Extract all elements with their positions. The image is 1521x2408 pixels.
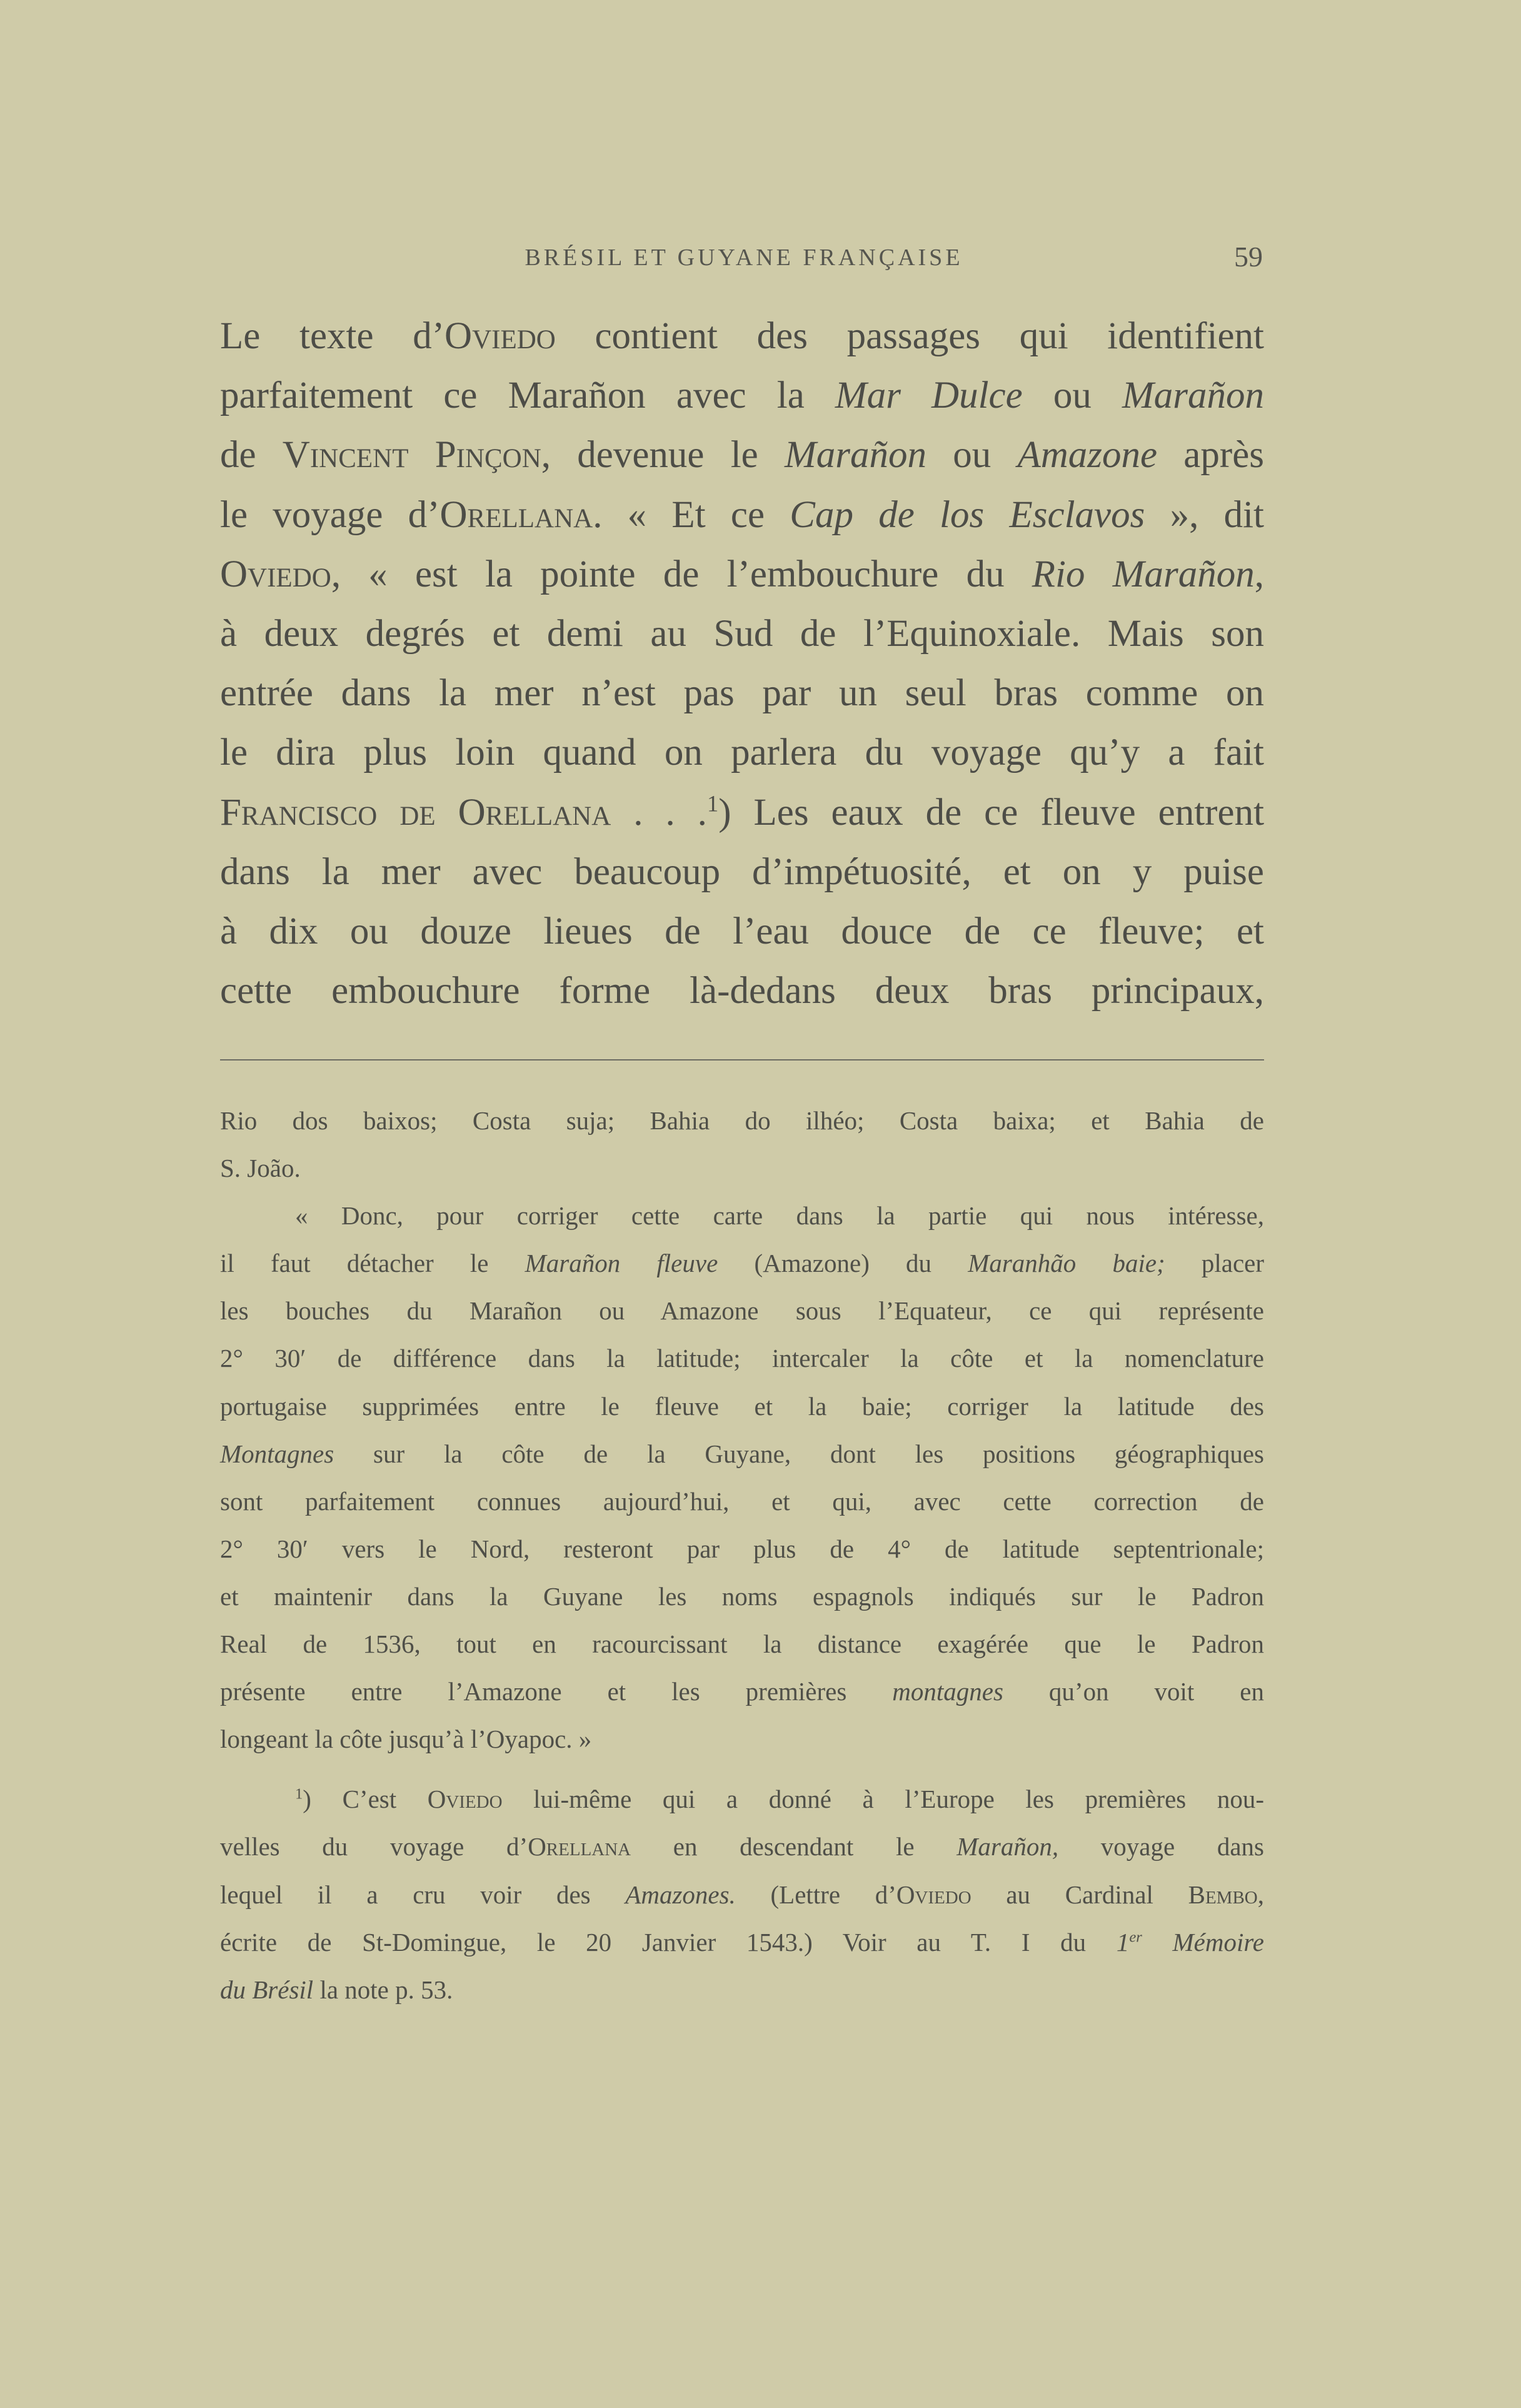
footnote-marker: 1 xyxy=(295,1785,303,1803)
text-segment: qu’on voit en xyxy=(1003,1677,1264,1706)
author-name: Oviedo xyxy=(427,1785,503,1814)
text-segment: sont parfaitement connues aujourd’hui, et qui, avec cette correction de xyxy=(220,1486,1264,1516)
main-text xyxy=(220,306,1264,1020)
text-segment: lui-même qui a donné à l’Europe les premières nou- xyxy=(502,1785,1264,1814)
text-segment: ) Les eaux de ce fleuve entrent xyxy=(718,791,1265,834)
footnote-line xyxy=(220,1966,1264,2013)
footnote-line xyxy=(220,1192,1264,1239)
running-head: BRÉSIL ET GUYANE FRANÇAISE xyxy=(525,244,963,271)
footnote-line xyxy=(220,1668,1264,1715)
text-line xyxy=(220,723,1264,782)
text-segment: contient des passages qui identifient xyxy=(555,315,1264,357)
text-line xyxy=(220,842,1264,902)
text-segment: ) C’est xyxy=(303,1785,428,1814)
text-segment: lequel il a cru voir des xyxy=(220,1880,626,1909)
text-line xyxy=(220,366,1264,425)
text-segment: en descendant le xyxy=(631,1832,957,1861)
text-segment: (Lettre d’ xyxy=(735,1880,896,1909)
text-line xyxy=(220,604,1264,663)
footnote-line xyxy=(220,1525,1264,1573)
italic-text: Mémoire xyxy=(1142,1927,1264,1957)
italic-text: Amazone xyxy=(1017,434,1158,476)
text-segment: longeant la côte jusqu’à l’Oyapoc. » xyxy=(220,1725,592,1754)
italic-text: Marañon, xyxy=(956,1832,1059,1861)
text-line xyxy=(220,902,1264,961)
footnote-line xyxy=(220,1383,1264,1430)
text-segment: (Amazone) du xyxy=(718,1249,968,1278)
text-segment: 2° 30′ vers le Nord, resteront par plus de 4° de latitude septentrionale; xyxy=(220,1534,1264,1563)
text-segment: présente entre l’Amazone et les premières xyxy=(220,1677,893,1706)
text-segment: à deux degrés et demi au Sud de l’Equinoxiale. Mais son xyxy=(220,612,1264,655)
italic-text: Montagnes xyxy=(220,1439,334,1468)
footnote-line xyxy=(220,1334,1264,1382)
text-segment: , xyxy=(1254,553,1264,595)
text-segment: , devenue le xyxy=(541,434,785,476)
text-segment: Rio dos baixos; Costa suja; Bahia do ilhéo; Costa baixa; et Bahia de xyxy=(220,1106,1264,1135)
author-name: Vincent Pinçon xyxy=(282,434,541,476)
text-segment: à dix ou douze lieues de l’eau douce de ce fleuve; et xyxy=(220,910,1264,952)
text-segment: », dit xyxy=(1145,493,1264,536)
italic-text: Maranhão baie; xyxy=(968,1249,1165,1278)
italic-text: Marañon xyxy=(1122,375,1265,417)
text-segment: ou xyxy=(1022,375,1122,417)
author-name: Oviedo xyxy=(220,553,331,595)
footnote-line xyxy=(220,1239,1264,1287)
italic-text: Mar Dulce xyxy=(835,375,1023,417)
italic-text: Rio Marañon xyxy=(1032,553,1255,595)
author-name: Bembo xyxy=(1188,1880,1258,1909)
italic-text: montagnes xyxy=(892,1677,1003,1706)
footnote-line xyxy=(220,1871,1264,1918)
author-name: Orellana xyxy=(439,493,593,536)
text-segment: cette embouchure forme là-dedans deux bras principaux, xyxy=(220,970,1264,1012)
italic-text: Marañon fleuve xyxy=(525,1249,718,1278)
text-segment: , xyxy=(1257,1880,1264,1909)
italic-text: er xyxy=(1129,1928,1142,1945)
italic-text: 1 xyxy=(1116,1927,1130,1957)
text-segment: dans la mer avec beaucoup d’impétuosité, et on y puise xyxy=(220,850,1264,893)
footnote-divider xyxy=(220,1059,1264,1060)
text-line xyxy=(220,306,1264,366)
text-line xyxy=(220,485,1264,545)
text-segment: au Cardinal xyxy=(971,1880,1188,1909)
page-header xyxy=(219,239,1269,283)
text-segment: il faut détacher le xyxy=(220,1249,525,1278)
text-segment: de xyxy=(220,434,283,476)
text-segment: Le texte d’ xyxy=(220,315,445,357)
text-segment: les bouches du Marañon ou Amazone sous l’Equateur, ce qui représente xyxy=(220,1296,1264,1326)
footnote-line xyxy=(220,1430,1264,1478)
italic-text: Cap de los Esclavos xyxy=(790,493,1145,536)
footnote-line xyxy=(220,1573,1264,1620)
text-segment: le dira plus loin quand on parlera du voyage qu’y a fait xyxy=(220,732,1264,774)
text-segment: écrite de St-Domingue, le 20 Janvier 1543.) Voir au T. I du xyxy=(220,1927,1117,1957)
footnotes xyxy=(220,1097,1264,2013)
text-segment: après xyxy=(1157,434,1265,476)
footnote-line xyxy=(220,1478,1264,1525)
text-segment: S. João. xyxy=(220,1154,301,1183)
author-name: Orellana xyxy=(528,1832,631,1861)
text-line xyxy=(220,663,1264,723)
footnote-line xyxy=(220,1715,1264,1763)
footnote-line xyxy=(220,1620,1264,1668)
text-segment: . « Et ce xyxy=(593,493,790,536)
footnote-line xyxy=(220,1775,1264,1823)
author-name: Francisco de Orellana xyxy=(220,791,611,834)
italic-text: du Brésil xyxy=(220,1975,314,2004)
text-segment: placer xyxy=(1165,1249,1265,1278)
text-segment: parfaitement ce Marañon avec la xyxy=(220,375,835,417)
text-segment: voyage dans xyxy=(1058,1832,1264,1861)
footnote-line xyxy=(220,1287,1264,1334)
text-line xyxy=(220,425,1264,485)
text-segment: Real de 1536, tout en racourcissant la distance exagérée que le Padron xyxy=(220,1630,1264,1659)
text-segment: le voyage d’ xyxy=(220,493,440,536)
italic-text: Amazones. xyxy=(625,1880,736,1909)
footnote-line xyxy=(220,1097,1264,1144)
author-name: Oviedo xyxy=(444,315,556,357)
text-segment: velles du voyage d’ xyxy=(220,1832,528,1861)
text-segment: 2° 30′ de différence dans la latitude; intercaler la côte et la nomenclature xyxy=(220,1344,1264,1373)
text-line xyxy=(220,961,1264,1020)
text-line xyxy=(220,545,1264,604)
note-gap xyxy=(220,1763,1264,1775)
italic-text: Marañon xyxy=(784,434,927,476)
text-segment: la note p. 53. xyxy=(313,1975,453,2004)
author-name: Oviedo xyxy=(896,1880,971,1909)
footnote-marker: 1 xyxy=(706,790,719,817)
text-segment: , « est la pointe de l’embouchure du xyxy=(331,553,1032,595)
text-segment: ou xyxy=(926,434,1018,476)
text-segment: entrée dans la mer n’est pas par un seul bras comme on xyxy=(220,672,1264,715)
footnote-line xyxy=(220,1823,1264,1870)
text-segment: « Donc, pour corriger cette carte dans la partie qui nous intéresse, xyxy=(295,1201,1264,1231)
footnote-line xyxy=(220,1918,1264,1966)
page-number: 59 xyxy=(1234,241,1263,273)
text-line xyxy=(220,783,1264,842)
text-segment: et maintenir dans la Guyane les noms espagnols indiqués sur le Padron xyxy=(220,1581,1264,1611)
text-segment: . . . xyxy=(611,791,707,834)
text-segment: sur la côte de la Guyane, dont les positions géographiques xyxy=(334,1439,1264,1468)
text-segment: portugaise supprimées entre le fleuve et la baie; corriger la latitude des xyxy=(220,1391,1264,1421)
footnote-line xyxy=(220,1144,1264,1192)
